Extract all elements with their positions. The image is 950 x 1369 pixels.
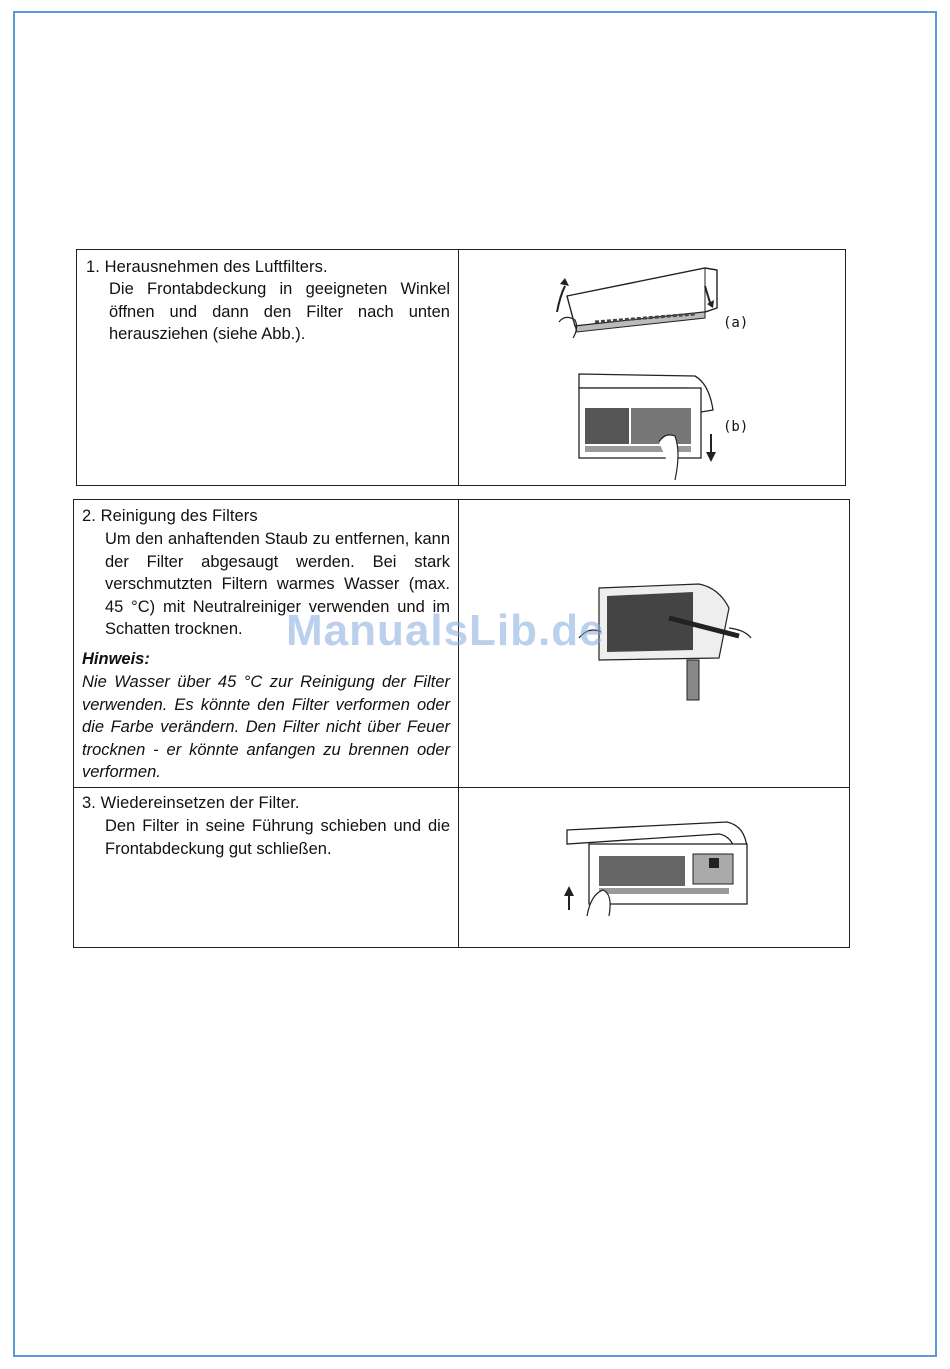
ac-unit-filter-insert-illustration bbox=[559, 820, 759, 920]
figure-b-label: (b) bbox=[723, 419, 749, 435]
note-label: Hinweis: bbox=[82, 650, 150, 668]
step-1-figure-cell bbox=[459, 250, 845, 485]
step-2-3-table bbox=[73, 499, 850, 948]
step-2-title: 2. Reinigung des Filters bbox=[82, 507, 258, 525]
step-3-body: Den Filter in seine Führung schieben und die Frontabdeckung gut schließen. bbox=[105, 817, 450, 858]
step-2-body: Um den anhaftenden Staub zu entfernen, kann der Filter abgesaugt werden. Bei stark verschmutzten Filtern warmes Wasser (max. 45 °C) mit Neutralreiniger verwenden und im Schatten trocknen. bbox=[105, 530, 450, 638]
watermark: ManualsLib.de bbox=[286, 606, 605, 655]
step-3-title: 3. Wiedereinsetzen der Filter. bbox=[82, 794, 300, 812]
figure-a-label: (a) bbox=[723, 315, 749, 331]
step-1-body: Die Frontabdeckung in geeigneten Winkel öffnen und dann den Filter nach unten herausziehen (siehe Abb.). bbox=[109, 280, 450, 343]
steps-figure-column bbox=[459, 500, 849, 947]
step-1-title: 1. Herausnehmen des Luftfilters. bbox=[86, 258, 328, 276]
step-1-table bbox=[76, 249, 846, 486]
step-1-text-cell bbox=[77, 250, 459, 485]
ac-unit-open-panel-illustration bbox=[555, 256, 725, 346]
note-body: Nie Wasser über 45 °C zur Reinigung der Filter verwenden. Es könnte den Filter verformen oder die Farbe verändern. Den Filter nicht über Feuer trocknen - er könnte anfangen zu brennen oder verformen. bbox=[82, 673, 450, 781]
steps-text-column bbox=[74, 500, 459, 947]
ac-unit-filter-removal-illustration bbox=[577, 372, 727, 480]
